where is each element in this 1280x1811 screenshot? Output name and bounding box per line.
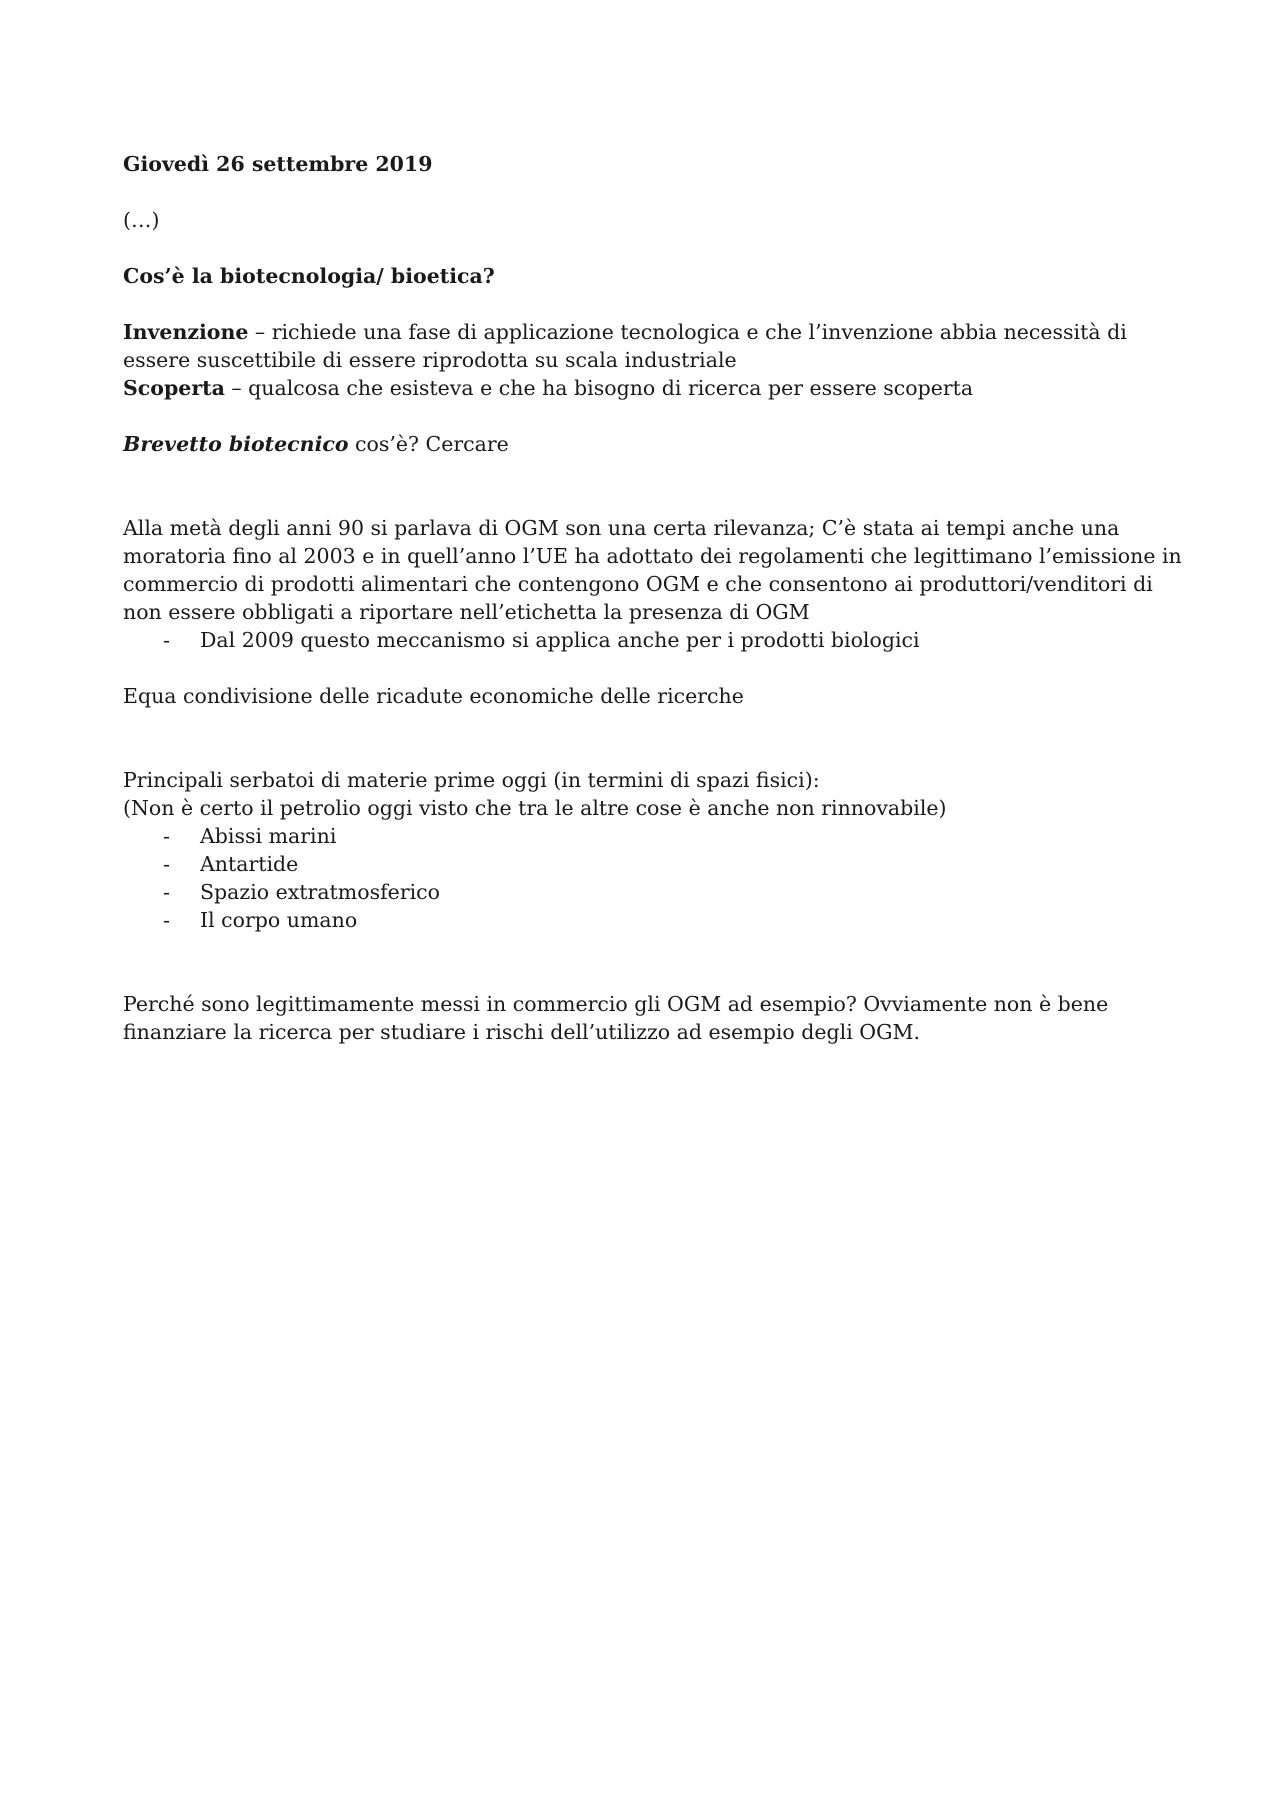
list-item-text: Abissi marini [200, 824, 337, 848]
question-heading: Cos’è la biotecnologia/ bioetica? [123, 264, 495, 288]
serbatoi-bullet-list [123, 822, 1183, 934]
definition-invenzione [123, 318, 1183, 374]
list-item [123, 822, 1183, 850]
brevetto-line [123, 430, 1183, 458]
serbatoi-intro: Principali serbatoi di materie prime oggi (in termini di spazi fisici): [123, 768, 820, 792]
dash-bullet: - [163, 628, 170, 652]
brevetto-text: cos’è? Cercare [348, 432, 509, 456]
list-item [123, 878, 1183, 906]
list-item-text: Dal 2009 questo meccanismo si applica anche per i prodotti biologici [200, 628, 920, 652]
equa-line: Equa condivisione delle ricadute economiche delle ricerche [123, 684, 744, 708]
definition-scoperta-text: – qualcosa che esisteva e che ha bisogno di ricerca per essere scoperta [224, 376, 974, 400]
date-heading: Giovedì 26 settembre 2019 [123, 152, 433, 176]
ogm-paragraph: Alla metà degli anni 90 si parlava di OGM son una certa rilevanza; C’è stata ai tempi anche una moratoria fino al 2003 e in quell’anno l’UE ha adottato dei regolamenti che legittimano l’emissione in commercio di prodotti alimentari che contengono OGM e che consentono ai produttori/venditori di non essere obbligati a riportare nell’etichetta la presenza di OGM [123, 516, 1182, 624]
list-item [123, 626, 1183, 654]
ogm-bullet-list [123, 626, 1183, 654]
list-item [123, 906, 1183, 934]
definition-scoperta [123, 374, 1183, 402]
term-invenzione: Invenzione [123, 320, 249, 344]
list-item-text: Il corpo umano [200, 908, 358, 932]
list-item-text: Antartide [200, 852, 299, 876]
term-scoperta: Scoperta [123, 376, 225, 400]
dash-bullet: - [163, 852, 170, 876]
list-item-text: Spazio extratmosferico [200, 880, 440, 904]
closing-paragraph: Perché sono legittimamente messi in commercio gli OGM ad esempio? Ovviamente non è bene finanziare la ricerca per studiare i rischi dell’utilizzo ad esempio degli OGM. [123, 992, 1109, 1044]
document-body [123, 150, 1183, 1046]
dash-bullet: - [163, 908, 170, 932]
definition-invenzione-text: – richiede una fase di applicazione tecnologica e che l’invenzione abbia necessità di essere suscettibile di essere riprodotta su scala industriale [123, 320, 1127, 372]
ellipsis-text: (…) [123, 208, 160, 232]
term-brevetto: Brevetto biotecnico [123, 432, 349, 456]
dash-bullet: - [163, 824, 170, 848]
list-item [123, 850, 1183, 878]
serbatoi-note: (Non è certo il petrolio oggi visto che tra le altre cose è anche non rinnovabile) [123, 796, 947, 820]
dash-bullet: - [163, 880, 170, 904]
